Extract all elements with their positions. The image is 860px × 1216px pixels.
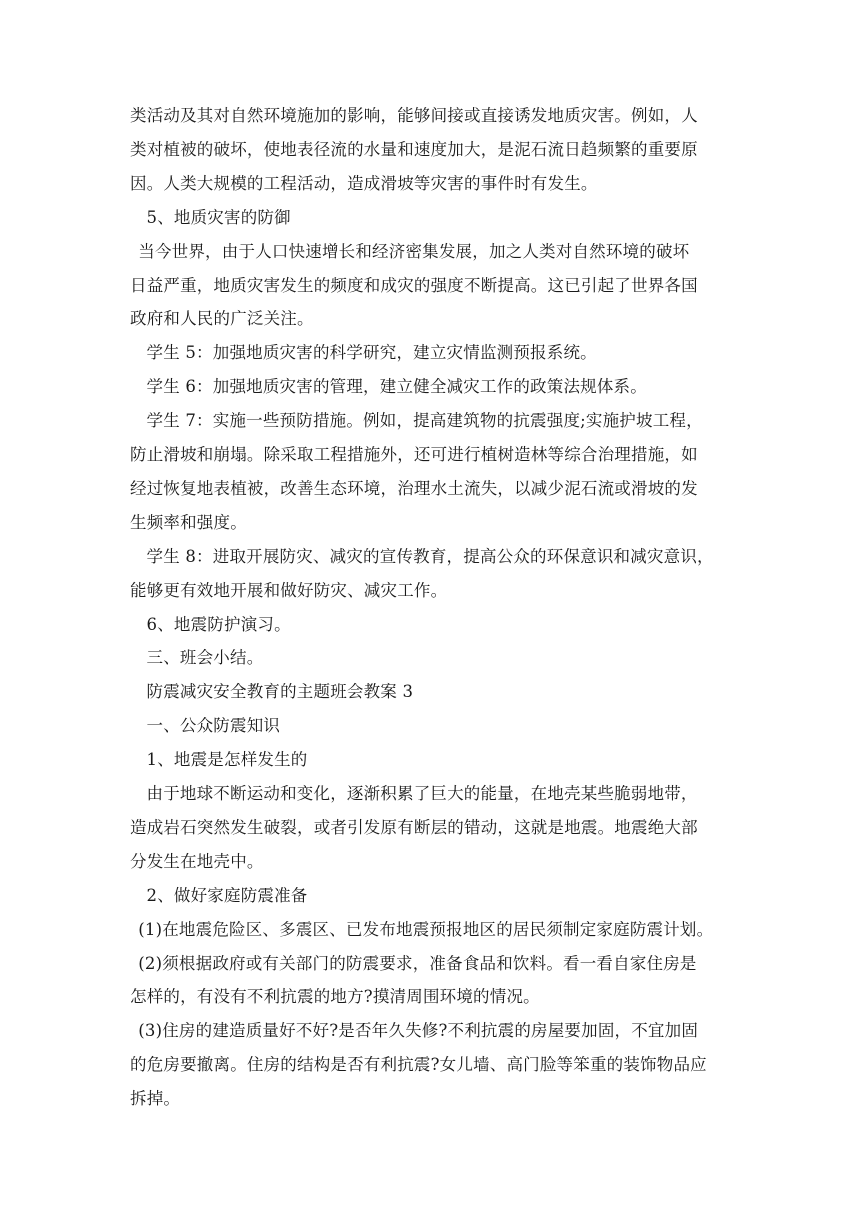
text-line: 类活动及其对自然环境施加的影响，能够间接或直接诱发地质灾害。例如，人: [130, 106, 698, 125]
text-line: 6、地震防护演习。: [146, 614, 291, 634]
text-line: 2、做好家庭防震准备: [146, 885, 308, 905]
text-line: (2)须根据政府或有关部门的防震要求，准备食品和饮料。看一看自家住房是: [138, 953, 697, 973]
text-line: 一、公众防震知识: [146, 716, 281, 736]
text-line: 拆掉。: [130, 1089, 181, 1109]
text-line: 学生 5：加强地质灾害的科学研究，建立灾情监测预报系统。: [146, 343, 597, 363]
text-line: 生频率和强度。: [130, 512, 247, 532]
text-line: 分发生在地壳中。: [130, 851, 264, 871]
text-line: 学生 8：进取开展防灾、减灾的宣传教育，提高公众的环保意识和减灾意识，: [146, 546, 714, 566]
text-line: 学生 7：实施一些预防措施。例如，提高建筑物的抗震强度;实施护坡工程，: [146, 411, 703, 431]
text-line: 能够更有效地开展和做好防灾、减灾工作。: [130, 580, 448, 600]
text-line: 的危房要撤离。住房的结构是否有利抗震?女儿墙、高门脸等笨重的装饰物品应: [130, 1055, 707, 1075]
text-line: 1、地震是怎样发生的: [146, 750, 308, 770]
text-line: 三、班会小结。: [146, 648, 264, 668]
text-line: 学生 6：加强地质灾害的管理，建立健全减灾工作的政策法规体系。: [146, 377, 647, 397]
text-line: 由于地球不断运动和变化，逐渐积累了巨大的能量，在地壳某些脆弱地带，: [146, 784, 698, 803]
text-line: 当今世界，由于人口快速增长和经济密集发展，加之人类对自然环境的破坏: [138, 241, 690, 261]
text-line: 经过恢复地表植被，改善生态环境，治理水土流失，以减少泥石流或滑坡的发: [130, 478, 698, 498]
text-line: 怎样的，有没有不利抗震的地方?摸清周围环境的情况。: [130, 987, 540, 1007]
text-line: 日益严重，地质灾害发生的频度和成灾的强度不断提高。这已引起了世界各国: [130, 275, 698, 295]
text-line: 类对植被的破坏，使地表径流的水量和速度加大，是泥石流日趋频繁的重要原: [130, 139, 698, 159]
text-line: (3)住房的建造质量好不好?是否年久失修?不利抗震的房屋要加固，不宜加固: [138, 1021, 699, 1041]
text-line: 5、地质灾害的防御: [146, 207, 291, 227]
text-line: (1)在地震危险区、多震区、已发布地震预报地区的居民须制定家庭防震计划。: [138, 919, 714, 939]
text-line: 造成岩石突然发生破裂，或者引发原有断层的错动，这就是地震。地震绝大部: [130, 817, 698, 837]
text-line: 政府和人民的广泛关注。: [130, 309, 314, 329]
text-line: 因。人类大规模的工程活动，造成滑坡等灾害的事件时有发生。: [130, 173, 598, 193]
text-line: 防震减灾安全教育的主题班会教案 3: [146, 682, 414, 702]
text-line: 防止滑坡和崩塌。除采取工程措施外，还可进行植树造林等综合治理措施，如: [130, 445, 698, 464]
